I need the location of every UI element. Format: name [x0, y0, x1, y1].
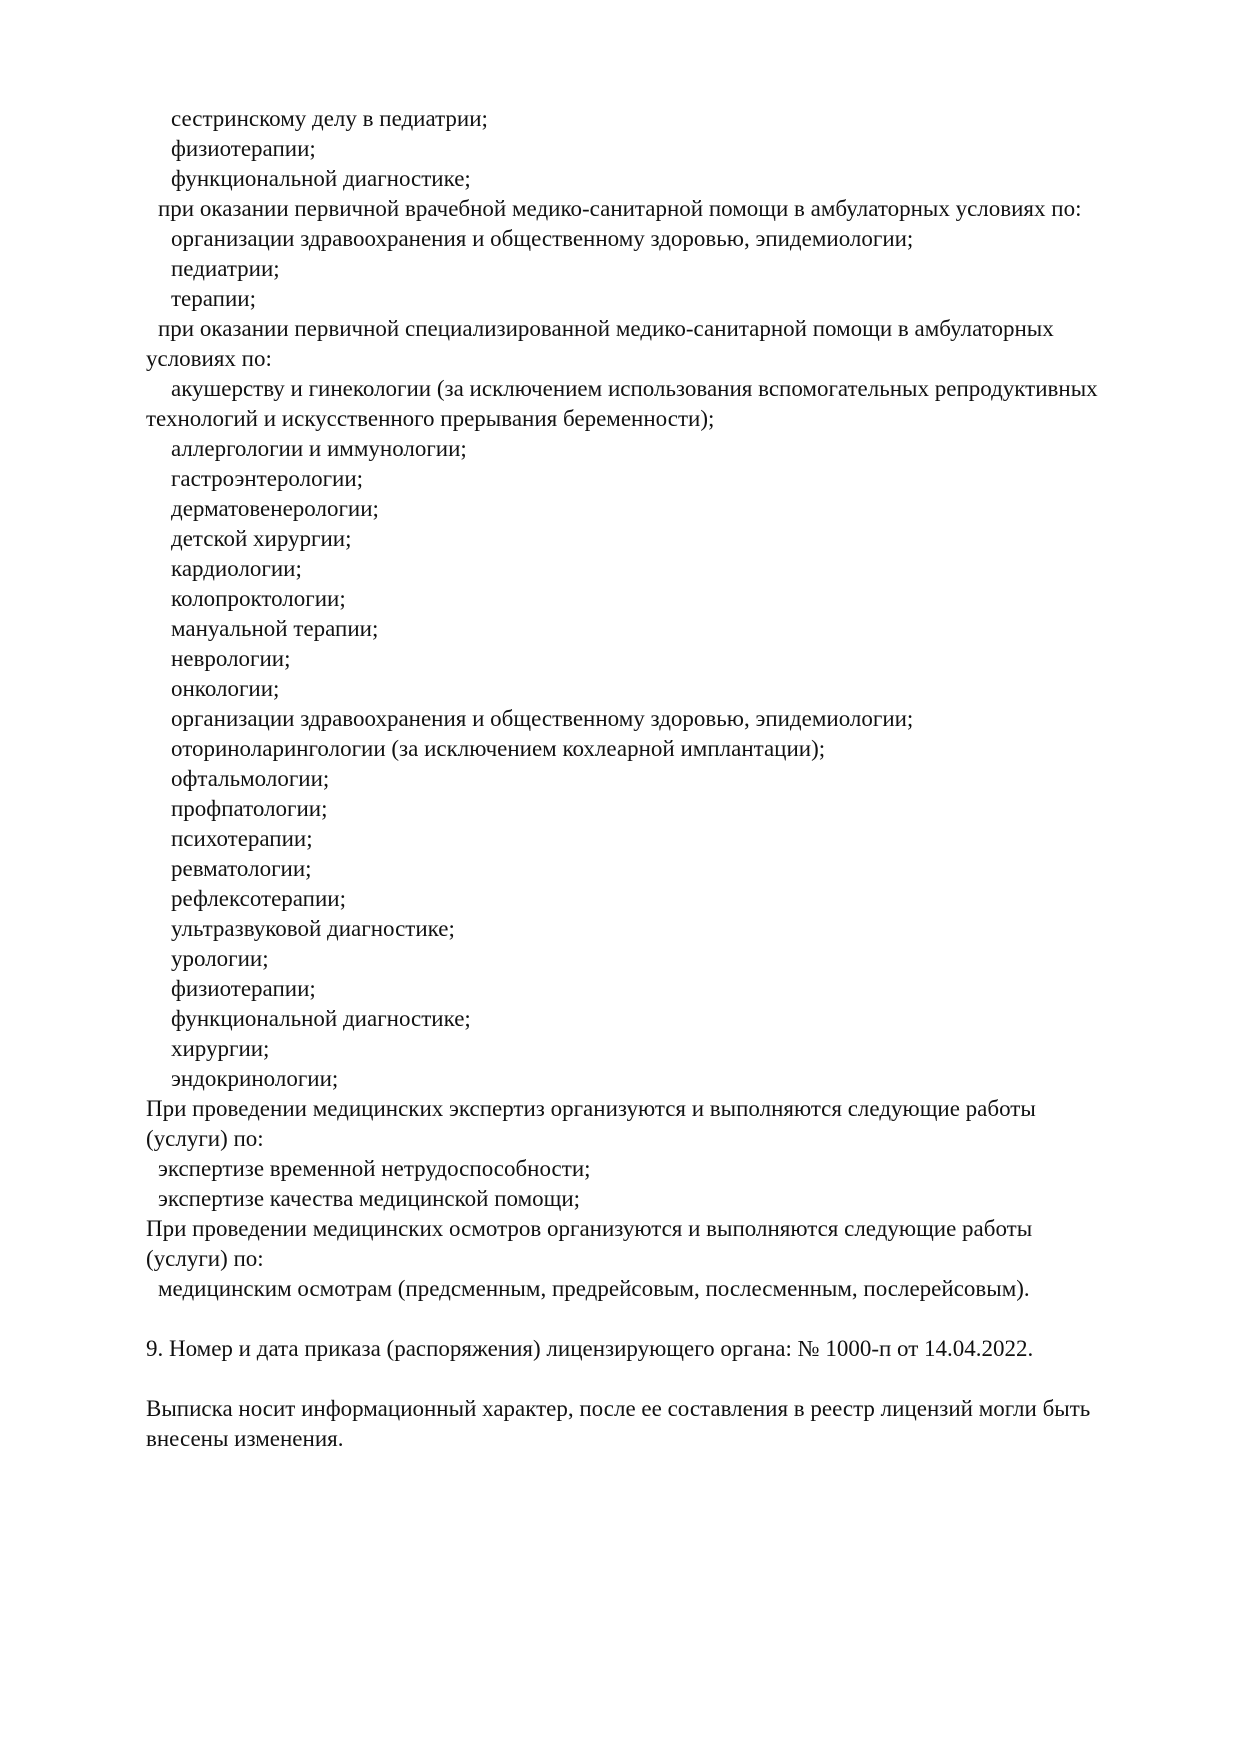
expertise-heading-line2: (услуги) по: — [146, 1126, 264, 1151]
list-item: неврологии; — [171, 646, 291, 671]
list-item: физиотерапии; — [171, 136, 316, 161]
disclaimer-line2: внесены изменения. — [146, 1426, 344, 1451]
list-item: эндокринологии; — [171, 1066, 339, 1091]
order-number-line: 9. Номер и дата приказа (распоряжения) лицензирующего органа: № 1000-п от 14.04.2022. — [146, 1336, 1034, 1361]
list-item: физиотерапии; — [171, 976, 316, 1001]
list-item: колопроктологии; — [171, 586, 346, 611]
primary-doctor-care-heading: при оказании первичной врачебной медико-санитарной помощи в амбулаторных условиях по: — [158, 196, 1082, 221]
disclaimer-line1: Выписка носит информационный характер, после ее составления в реестр лицензий могли быть — [146, 1396, 1091, 1421]
list-item: функциональной диагностике; — [171, 166, 471, 191]
list-item: функциональной диагностике; — [171, 1006, 471, 1031]
list-item: урологии; — [171, 946, 269, 971]
exams-heading-line2: (услуги) по: — [146, 1246, 264, 1271]
list-item: гастроэнтерологии; — [171, 466, 364, 491]
document-page — [146, 104, 1190, 1454]
specialized-care-heading-line2: условиях по: — [146, 346, 272, 371]
list-item: онкологии; — [171, 676, 280, 701]
list-item: ревматологии; — [171, 856, 312, 881]
list-item: ультразвуковой диагностике; — [171, 916, 455, 941]
list-item: мануальной терапии; — [171, 616, 379, 641]
obstetrics-item-line1: акушерству и гинекологии (за исключением использования вспомогательных репродуктивных — [171, 376, 1098, 401]
expertise-heading-line1: При проведении медицинских экспертиз организуются и выполняются следующие работы — [146, 1096, 1036, 1121]
specialized-care-heading-line1: при оказании первичной специализированной медико-санитарной помощи в амбулаторных — [158, 316, 1054, 341]
list-item: сестринскому делу в педиатрии; — [171, 106, 488, 131]
list-item: экспертизе качества медицинской помощи; — [158, 1186, 581, 1211]
list-item: медицинским осмотрам (предсменным, предрейсовым, послесменным, послерейсовым). — [158, 1276, 1030, 1301]
list-item: педиатрии; — [171, 256, 280, 281]
obstetrics-item-line2: технологий и искусственного прерывания беременности); — [146, 406, 715, 431]
exams-heading-line1: При проведении медицинских осмотров организуются и выполняются следующие работы — [146, 1216, 1033, 1241]
list-item: рефлексотерапии; — [171, 886, 346, 911]
list-item: психотерапии; — [171, 826, 313, 851]
list-item: экспертизе временной нетрудоспособности; — [158, 1156, 591, 1181]
list-item: дерматовенерологии; — [171, 496, 379, 521]
list-item: хирургии; — [171, 1036, 270, 1061]
spacer — [146, 1364, 1190, 1394]
list-item: терапии; — [171, 286, 256, 311]
list-item: профпатологии; — [171, 796, 328, 821]
list-item: организации здравоохранения и общественному здоровью, эпидемиологии; — [171, 706, 914, 731]
list-item: оториноларингологии (за исключением кохлеарной имплантации); — [171, 736, 826, 761]
list-item: организации здравоохранения и общественному здоровью, эпидемиологии; — [171, 226, 914, 251]
list-item: аллергологии и иммунологии; — [171, 436, 467, 461]
list-item: детской хирургии; — [171, 526, 352, 551]
spacer — [146, 1304, 1190, 1334]
list-item: кардиологии; — [171, 556, 302, 581]
list-item: офтальмологии; — [171, 766, 330, 791]
